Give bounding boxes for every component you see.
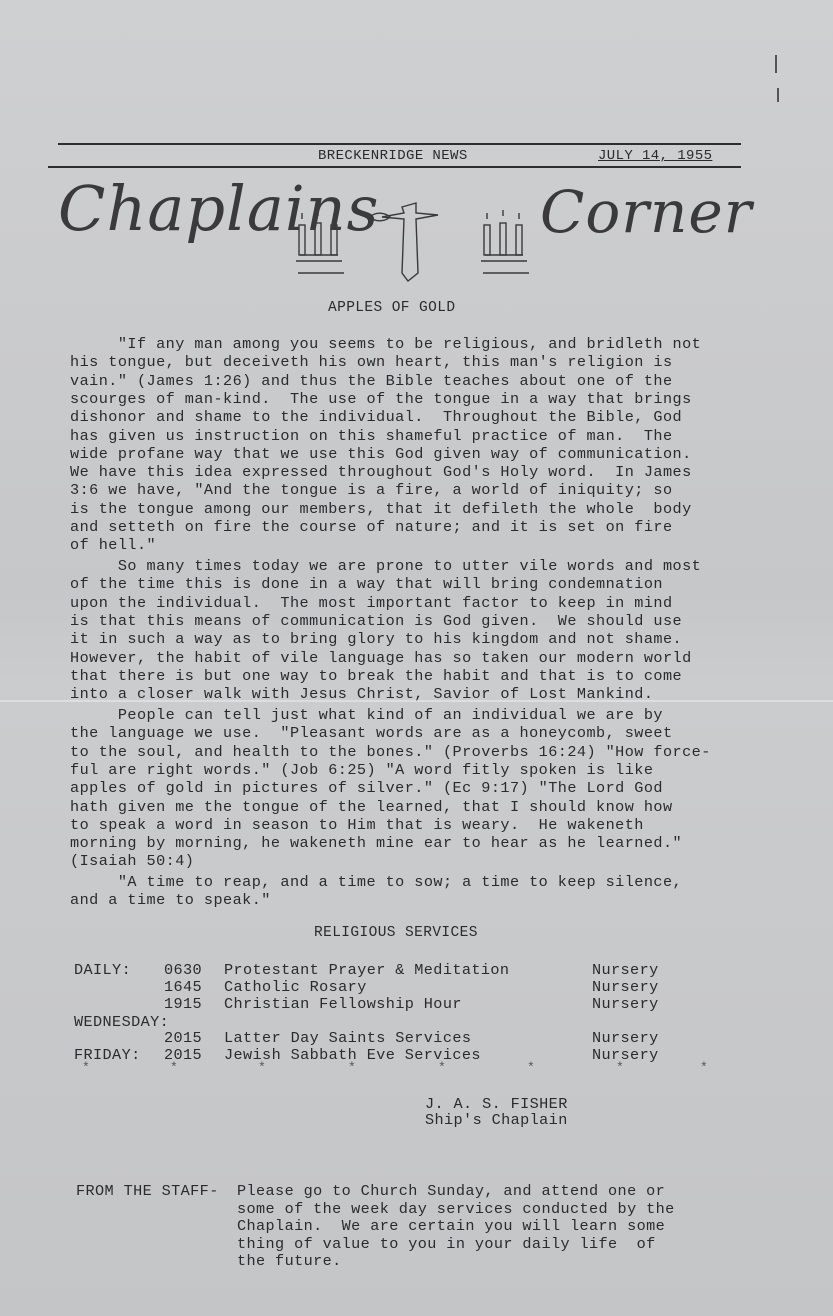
service-time: 1645 bbox=[164, 978, 203, 996]
service-name: Latter Day Saints Services bbox=[224, 1029, 472, 1047]
text-line: (Isaiah 50:4) bbox=[70, 852, 195, 871]
staple-mark-lower bbox=[777, 88, 779, 102]
text-line: it in such a way as to bring glory to his kingdom and not shame. bbox=[70, 630, 683, 649]
text-line: the language we use. "Pleasant words are as a honeycomb, sweet bbox=[70, 724, 673, 743]
asterisk: * bbox=[348, 1060, 357, 1075]
banner-corner: Corner bbox=[540, 178, 753, 246]
right-candles-icon bbox=[481, 210, 529, 273]
staff-label: FROM THE STAFF- bbox=[76, 1182, 219, 1200]
service-row bbox=[74, 961, 694, 979]
header-rule-top bbox=[58, 143, 741, 145]
header-rule-bottom bbox=[48, 166, 741, 168]
text-line: "A time to reap, and a time to sow; a time to keep silence, bbox=[70, 873, 683, 891]
text-line: that there is but one way to break the habit and that is to come bbox=[70, 666, 683, 685]
asterisk: * bbox=[258, 1060, 267, 1075]
services-title: RELIGIOUS SERVICES bbox=[314, 925, 478, 941]
text-line: vain." (James 1:26) and thus the Bible teaches about one of the bbox=[70, 371, 673, 390]
text-line: upon the individual. The most important factor to keep in mind bbox=[70, 593, 673, 612]
service-time: 0630 bbox=[164, 961, 203, 979]
service-day: DAILY: bbox=[74, 961, 132, 979]
text-line: is that this means of communication is God given. We should use bbox=[70, 611, 683, 630]
issue-date: JULY 14, 1955 bbox=[598, 148, 713, 164]
staple-mark bbox=[775, 55, 777, 73]
service-day: WEDNESDAY: bbox=[74, 1013, 170, 1031]
staff-note-line: some of the week day services conducted by the bbox=[237, 1199, 675, 1218]
article-title: APPLES OF GOLD bbox=[328, 300, 456, 316]
asterisk: * bbox=[700, 1060, 709, 1075]
left-candles-icon bbox=[296, 210, 344, 273]
text-line: "If any man among you seems to be religious, and bridleth not bbox=[70, 335, 702, 353]
staff-note-line: thing of value to you in your daily life of bbox=[237, 1234, 656, 1253]
service-row bbox=[74, 995, 694, 1013]
service-time: 1915 bbox=[164, 995, 203, 1013]
signature-title: Ship's Chaplain bbox=[425, 1111, 568, 1129]
service-row bbox=[74, 1029, 694, 1047]
text-line: apples of gold in pictures of silver." (Ec 9:17) "The Lord God bbox=[70, 779, 663, 798]
text-line: scourges of man-kind. The use of the tongue in a way that brings bbox=[70, 389, 692, 408]
text-line: his tongue, but deceiveth his own heart, this man's religion is bbox=[70, 353, 673, 372]
asterisk: * bbox=[170, 1060, 179, 1075]
banner-chaplains: Chaplains bbox=[58, 172, 380, 245]
text-line: 3:6 we have, "And the tongue is a fire, a world of iniquity; so bbox=[70, 481, 673, 500]
service-name: Jewish Sabbath Eve Services bbox=[224, 1046, 481, 1064]
staff-note-line: the future. bbox=[237, 1252, 342, 1270]
text-line: into a closer walk with Jesus Christ, Savior of Lost Mankind. bbox=[70, 685, 654, 704]
signature-name: J. A. S. FISHER bbox=[425, 1095, 568, 1113]
text-line: of the time this is done in a way that will bring condemnation bbox=[70, 575, 663, 594]
newspaper-name: BRECKENRIDGE NEWS bbox=[318, 148, 468, 164]
asterisk: * bbox=[438, 1060, 447, 1075]
service-name: Christian Fellowship Hour bbox=[224, 995, 462, 1013]
asterisk: * bbox=[527, 1060, 536, 1075]
text-line: has given us instruction on this shameful practice of man. The bbox=[70, 426, 673, 445]
asterisk: * bbox=[616, 1060, 625, 1075]
text-line: and setteth on fire the course of nature; and it is set on fire bbox=[70, 518, 673, 536]
text-line: of hell." bbox=[70, 536, 157, 555]
text-line: However, the habit of vile language has so taken our modern world bbox=[70, 648, 692, 667]
service-note: Nursery bbox=[592, 995, 659, 1013]
cross-icon bbox=[370, 203, 438, 281]
text-line: People can tell just what kind of an individual we are by bbox=[70, 706, 663, 724]
service-note: Nursery bbox=[592, 978, 659, 996]
text-line: is the tongue among our members, that it defileth the whole body bbox=[70, 499, 692, 518]
service-time: 2015 bbox=[164, 1029, 203, 1047]
text-line: morning by morning, he wakeneth mine ear to hear as he learned." bbox=[70, 834, 683, 853]
text-line: wide profane way that we use this God given way of communication. bbox=[70, 444, 692, 463]
service-row bbox=[74, 1046, 694, 1064]
service-day: FRIDAY: bbox=[74, 1046, 141, 1064]
asterisk: * bbox=[82, 1060, 91, 1075]
service-name: Catholic Rosary bbox=[224, 978, 367, 996]
candles-and-cross-icon bbox=[290, 185, 540, 285]
staff-note-line: Chaplain. We are certain you will learn some bbox=[237, 1217, 666, 1235]
service-name: Protestant Prayer & Meditation bbox=[224, 961, 510, 979]
service-note: Nursery bbox=[592, 1029, 659, 1047]
text-line: dishonor and shame to the individual. Throughout the Bible, God bbox=[70, 408, 683, 427]
service-time: 2015 bbox=[164, 1046, 203, 1064]
text-line: to speak a word in season to Him that is weary. He wakeneth bbox=[70, 815, 644, 834]
service-note: Nursery bbox=[592, 1046, 659, 1064]
text-line: We have this idea expressed throughout God's Holy word. In James bbox=[70, 463, 692, 482]
staff-note-line: Please go to Church Sunday, and attend one or bbox=[237, 1182, 666, 1200]
text-line: to the soul, and health to the bones." (Proverbs 16:24) "How force- bbox=[70, 742, 711, 761]
text-line: ful are right words." (Job 6:25) "A word fitly spoken is like bbox=[70, 760, 654, 779]
service-note: Nursery bbox=[592, 961, 659, 979]
text-line: and a time to speak." bbox=[70, 891, 271, 910]
service-row bbox=[74, 978, 694, 996]
text-line: hath given me the tongue of the learned, that I should know how bbox=[70, 797, 673, 816]
text-line: So many times today we are prone to utter vile words and most bbox=[70, 557, 702, 575]
